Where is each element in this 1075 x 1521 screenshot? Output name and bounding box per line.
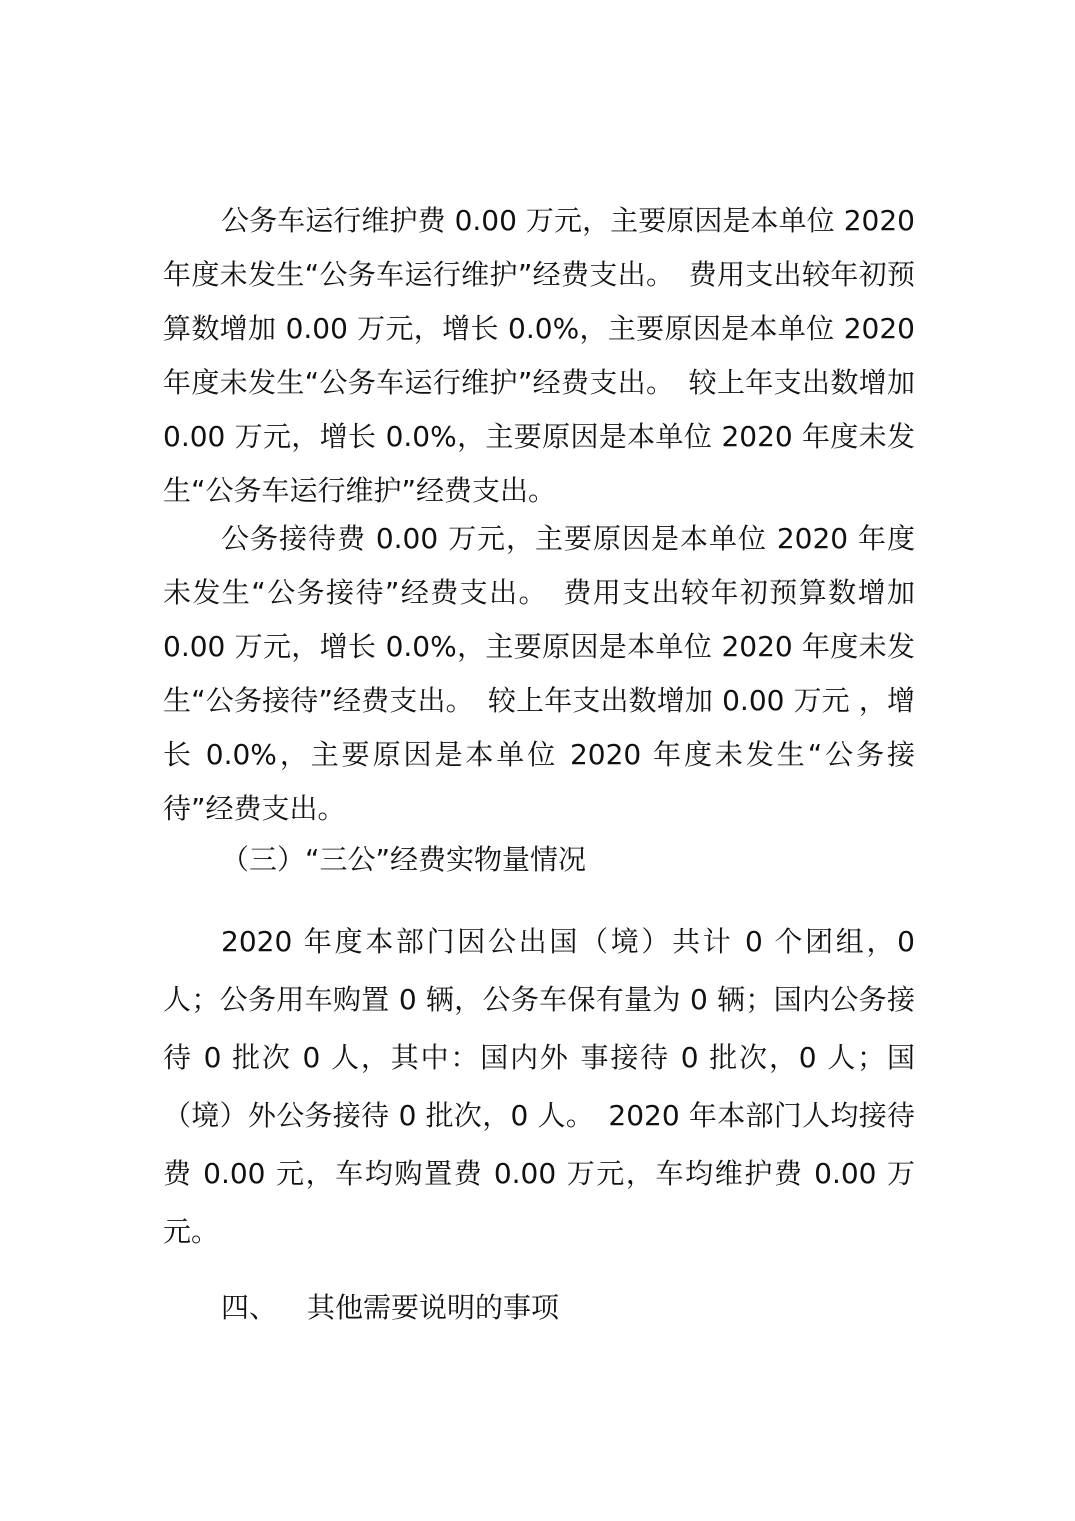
paragraph-text: 2020 年度本部门因公出国（境）共计 0 个团组，0 人；公务用车购置 0 辆，公务车保有量为 0 辆；国内公务接待 0 批次 0 人，其中：国内外 事接待 0 批次，0 人；国（境）外公务接待 0 批次，0 人。 2020 年本部门人均接待费 0.00 元，车均购置费 0.00 万元，车均维护费 0.00 万元。 [163, 925, 915, 1248]
chapter-heading-text: 其他需要说明的事项 [307, 1291, 560, 1324]
paragraph-reception-expense [163, 512, 915, 836]
chapter-heading-number: 四、 [221, 1291, 278, 1324]
section-heading [163, 833, 915, 887]
paragraph-physical-quantity [163, 913, 915, 1261]
paragraph-vehicle-maintenance [163, 194, 915, 518]
paragraph-text: 公务接待费 0.00 万元，主要原因是本单位 2020 年度未发生“公务接待”经费支出。 费用支出较年初预算数增加 0.00 万元，增长 0.0%，主要原因是本单位 2020 年度未发生“公务接待”经费支出。 较上年支出数增加 0.00 万元 ，增长 0.0%，主要原因是本单位 2020 年度未发生“公务接待”经费支出。 [163, 522, 915, 825]
chapter-heading [163, 1281, 915, 1335]
section-heading-text: （三）“三公”经费实物量情况 [221, 843, 587, 876]
chapter-heading-line [163, 1281, 915, 1335]
paragraph-text: 公务车运行维护费 0.00 万元，主要原因是本单位 2020 年度未发生“公务车运行维护”经费支出。 费用支出较年初预算数增加 0.00 万元，增长 0.0%，主要原因是本单位 2020 年度未发生“公务车运行维护”经费支出。 较上年支出数增加 0.00 万元，增长 0.0%，主要原因是本单位 2020 年度未发生“公务车运行维护”经费支出。 [163, 204, 915, 507]
